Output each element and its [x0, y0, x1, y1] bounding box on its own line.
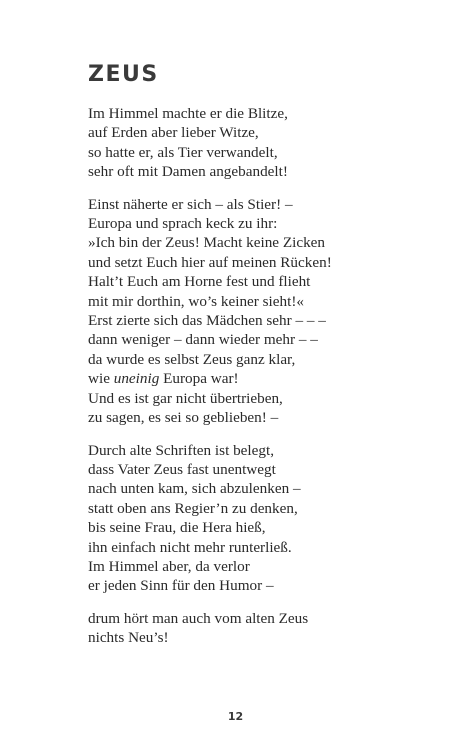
line-segment: Europa war!	[159, 370, 239, 388]
poem-line: mit mir dorthin, wo’s keiner sieht!«	[88, 292, 304, 310]
poem-line: Europa und sprach keck zu ihr:	[88, 215, 278, 233]
poem-line: Erst zierte sich das Mädchen sehr – – –	[88, 312, 326, 330]
poem-line: Im Himmel aber, da verlor	[88, 557, 250, 575]
poem-line: Im Himmel machte er die Blitze,	[88, 105, 288, 122]
poem-line: dass Vater Zeus fast unentwegt	[88, 460, 276, 478]
stanza	[88, 195, 448, 428]
poem-line: ihn einfach nicht mehr runterließ.	[88, 538, 292, 556]
poem-line: bis seine Frau, die Hera hieß,	[88, 519, 266, 537]
emphasized-word: uneinig	[113, 370, 160, 388]
poem-line: da wurde es selbst Zeus ganz klar,	[88, 350, 296, 368]
stanza	[88, 104, 448, 182]
page-title: ZEUS	[88, 62, 159, 87]
poem-line: auf Erden aber lieber Witze,	[88, 124, 259, 142]
poem-line: nichts Neu’s!	[88, 629, 169, 647]
poem-line: nach unten kam, sich abzulenken –	[88, 480, 301, 498]
poem-line	[88, 369, 448, 388]
poem-body	[88, 104, 448, 661]
poem-line: Durch alte Schriften ist belegt,	[88, 441, 274, 459]
poem-line: sehr oft mit Damen angebandelt!	[88, 163, 288, 181]
poem-line: Einst näherte er sich – als Stier! –	[88, 195, 293, 213]
poem-line: so hatte er, als Tier verwandelt,	[88, 143, 278, 161]
poem-line: »Ich bin der Zeus! Macht keine Zicken	[88, 234, 326, 252]
poem-line: dann weniger – dann wieder mehr – –	[88, 331, 318, 349]
poem-line: drum hört man auch vom alten Zeus	[88, 609, 309, 627]
poem-line: Halt’t Euch am Horne fest und flieht	[88, 273, 311, 291]
page-number: 12	[227, 710, 244, 723]
poem-line: er jeden Sinn für den Humor –	[88, 577, 274, 595]
poem-line: Und es ist gar nicht übertrieben,	[88, 389, 283, 407]
poem-line: und setzt Euch hier auf meinen Rücken!	[88, 253, 332, 271]
stanza	[88, 609, 448, 648]
line-segment: wie	[88, 370, 114, 388]
poem-line: zu sagen, es sei so geblieben! –	[88, 409, 279, 427]
stanza	[88, 441, 448, 596]
poem-line: statt oben ans Regier’n zu denken,	[88, 499, 298, 517]
